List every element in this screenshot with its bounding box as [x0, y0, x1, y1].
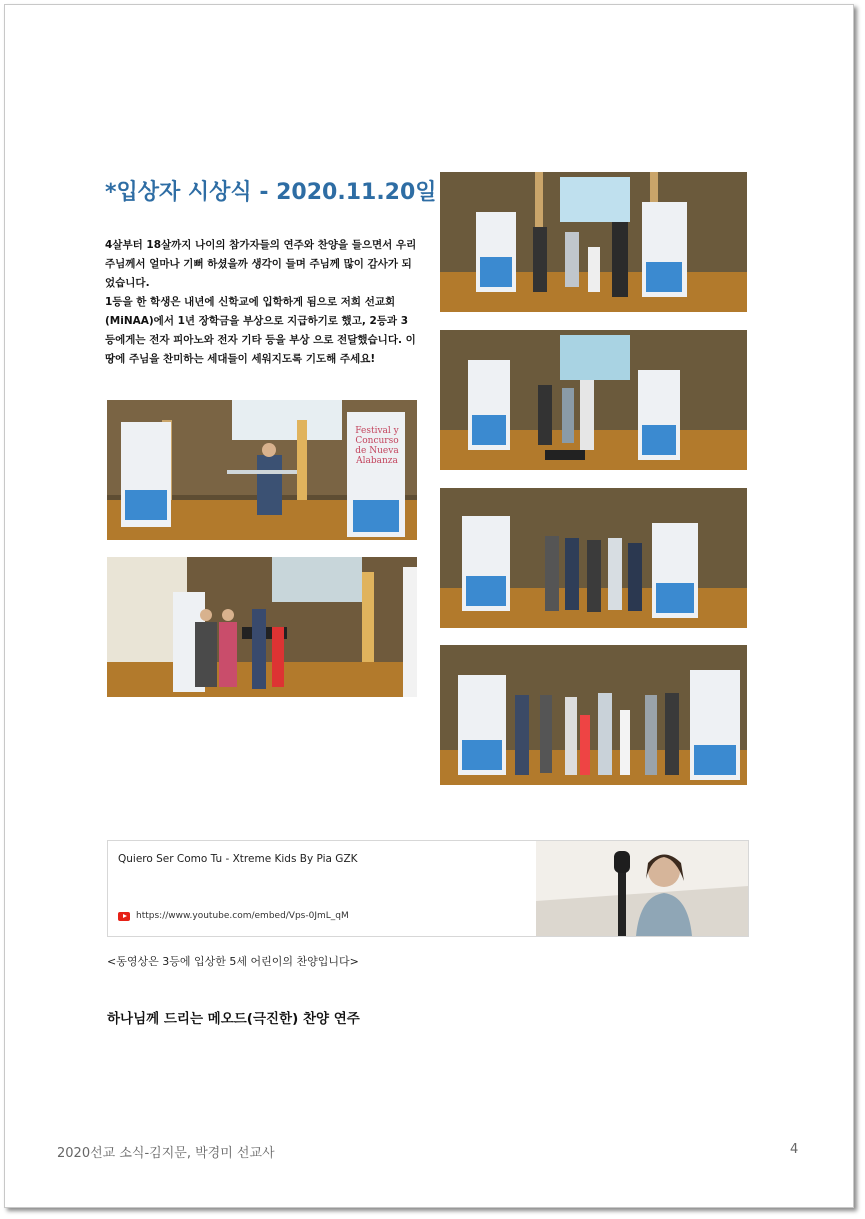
video-caption: <동영상은 3등에 입상한 5세 어린이의 찬양입니다>: [107, 955, 359, 968]
page-number: 4: [790, 1142, 799, 1157]
page-title: *입상자 시상식 - 2020.11.20일: [105, 180, 437, 205]
banner-text: Festival y Concurso de Nueva Alabanza: [355, 426, 399, 466]
photo-award-group-2: [440, 330, 747, 470]
photo-performer-stage: [107, 400, 417, 540]
youtube-icon: [118, 912, 130, 921]
youtube-link-card[interactable]: [107, 840, 749, 937]
paragraph-2: 1등을 한 학생은 내년에 신학교에 입학하게 됨으로 저희 선교회(MiNAA)에서 1년 장학금을 부상으로 지급하기로 했고, 2등과 3등에게는 전자 피아노와 전자 기타 등을 부상 으로 전달했습니다. 이 땅에 주님을 찬미하는 세대들이 세워지도록 기도해 주세요!: [105, 296, 416, 365]
link-title: Quiero Ser Como Tu - Xtreme Kids By Pia GZK: [118, 853, 358, 865]
link-url[interactable]: https://www.youtube.com/embed/Vps-0JmL_qM: [136, 911, 349, 921]
photo-award-group-4: [440, 645, 747, 785]
photo-award-group-1: [440, 172, 747, 312]
video-thumbnail[interactable]: [536, 841, 748, 936]
footer-text: 2020선교 소식-김지문, 박경미 선교사: [57, 1146, 275, 1161]
photo-piano-prize: [107, 557, 417, 697]
photo-award-group-3: [440, 488, 747, 628]
paragraph-1: 4살부터 18살까지 나이의 참가자들의 연주와 찬양을 들으면서 우리 주님께서 얼마나 기뻐 하셨을까 생각이 들며 주님께 많이 감사가 되었습니다.: [105, 239, 417, 289]
section-subheading: 하나님께 드리는 메오드(극진한) 찬양 연주: [107, 1011, 360, 1027]
